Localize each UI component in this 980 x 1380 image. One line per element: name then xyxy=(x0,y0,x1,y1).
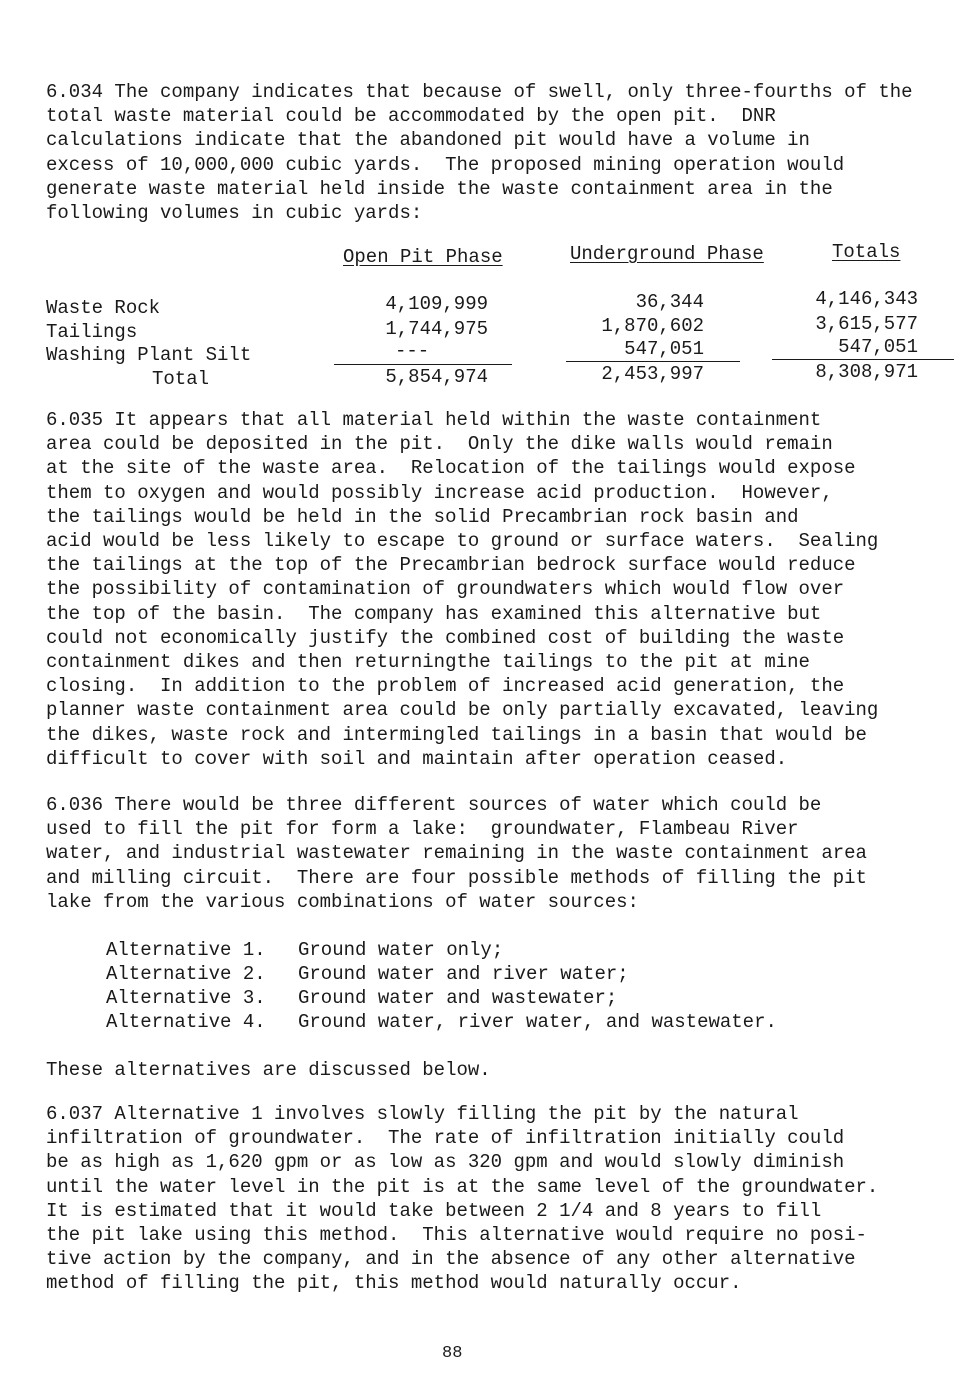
rule-open-pit-total xyxy=(334,364,512,365)
cell-waste-rock-underground: 36,344 xyxy=(635,291,704,313)
alternative-item xyxy=(106,1010,777,1034)
paragraph-6-034: 6.034 The company indicates that because of swell, only three-fourths of the total waste material could be accommodated by the open pit. DNR calculations indicate that the abandoned pit would have a volume in excess of 10,000,000 cubic yards. The proposed mining operation would generate waste material held inside the waste containment area in the following volumes in cubic yards: xyxy=(46,81,913,225)
cell-silt-open-pit: --- xyxy=(395,340,430,362)
row-label-total: Total xyxy=(152,368,210,390)
cell-silt-totals: 547,051 xyxy=(838,336,918,358)
cell-total-underground: 2,453,997 xyxy=(601,363,704,385)
rule-underground-total xyxy=(566,361,740,362)
row-label-waste-rock: Waste Rock xyxy=(46,297,161,319)
cell-tailings-open-pit: 1,744,975 xyxy=(385,318,488,340)
alternative-item xyxy=(106,986,777,1010)
cell-tailings-underground: 1,870,602 xyxy=(601,315,704,337)
paragraph-6-036: 6.036 There would be three different sources of water which could be used to fill the pit for form a lake: groundwater, Flambeau River water, and industrial wastewater remaining in the waste containment area and milling circuit. There are four possible methods of filling the pit lake from the various combinations of water sources: xyxy=(46,794,867,913)
cell-total-open-pit: 5,854,974 xyxy=(385,366,488,388)
alternative-text: Ground water and wastewater; xyxy=(298,987,618,1009)
cell-total-totals: 8,308,971 xyxy=(815,361,918,383)
alternatives-list xyxy=(106,938,777,1034)
alternative-text: Ground water and river water; xyxy=(298,963,629,985)
paragraph-6-037: 6.037 Alternative 1 involves slowly filling the pit by the natural infiltration of groundwater. The rate of infiltration initially could be as high as 1,620 gpm or as low as 320 gpm and would slowly diminish until the water level in the pit is at the same level of the groundwater. It is estimated that it would take between 2 1/4 and 8 years to fill the pit lake using this method. This alternative would require no posi- tive action by the company, and in the absence of any other alternative method of filling the pit, this method would naturally occur. xyxy=(46,1103,879,1295)
row-label-tailings: Tailings xyxy=(46,321,138,343)
alternative-number: Alternative 3. xyxy=(106,987,266,1009)
header-underground-phase: Underground Phase xyxy=(570,243,764,265)
paragraph-6-035: 6.035 It appears that all material held within the waste containment area could be deposited in the pit. Only the dike walls would remain at the site of the waste area. Relocation of the tailings would expose them to oxygen and would possibly increase acid production. However, the tailings would be held in the solid Precambrian rock basin and acid would be less likely to escape to ground or surface waters. Sealing the tailings at the top of the Precambrian bedrock surface would reduce the possibility of contamination of groundwaters which would flow over the top of the basin. The company has examined this alternative but could not economically justify the combined cost of building the waste containment dikes and then returningthe tailings to the pit at mine closing. In addition to the problem of increased acid generation, the planner waste containment area could be only partially excavated, leaving the dikes, waste rock and intermingled tailings in a basin that would be difficult to cover with soil and maintain after operation ceased. xyxy=(46,409,879,770)
header-open-pit-phase: Open Pit Phase xyxy=(343,246,503,268)
alternative-text: Ground water, river water, and wastewater. xyxy=(298,1011,777,1033)
alternative-item xyxy=(106,962,777,986)
cell-waste-rock-open-pit: 4,109,999 xyxy=(385,293,488,315)
cell-tailings-totals: 3,615,577 xyxy=(815,313,918,335)
alternative-number: Alternative 4. xyxy=(106,1011,266,1033)
alternative-number: Alternative 2. xyxy=(106,963,266,985)
cell-waste-rock-totals: 4,146,343 xyxy=(815,288,918,310)
page-number: 88 xyxy=(442,1344,463,1363)
cell-silt-underground: 547,051 xyxy=(624,338,704,360)
rule-totals-total xyxy=(772,359,954,360)
paragraph-alternatives-discussed: These alternatives are discussed below. xyxy=(46,1059,491,1081)
waste-volume-table xyxy=(46,240,956,390)
alternative-text: Ground water only; xyxy=(298,939,504,961)
row-label-washing-plant-silt: Washing Plant Silt xyxy=(46,344,252,366)
alternative-item xyxy=(106,938,777,962)
header-totals: Totals xyxy=(832,241,901,263)
alternative-number: Alternative 1. xyxy=(106,939,266,961)
